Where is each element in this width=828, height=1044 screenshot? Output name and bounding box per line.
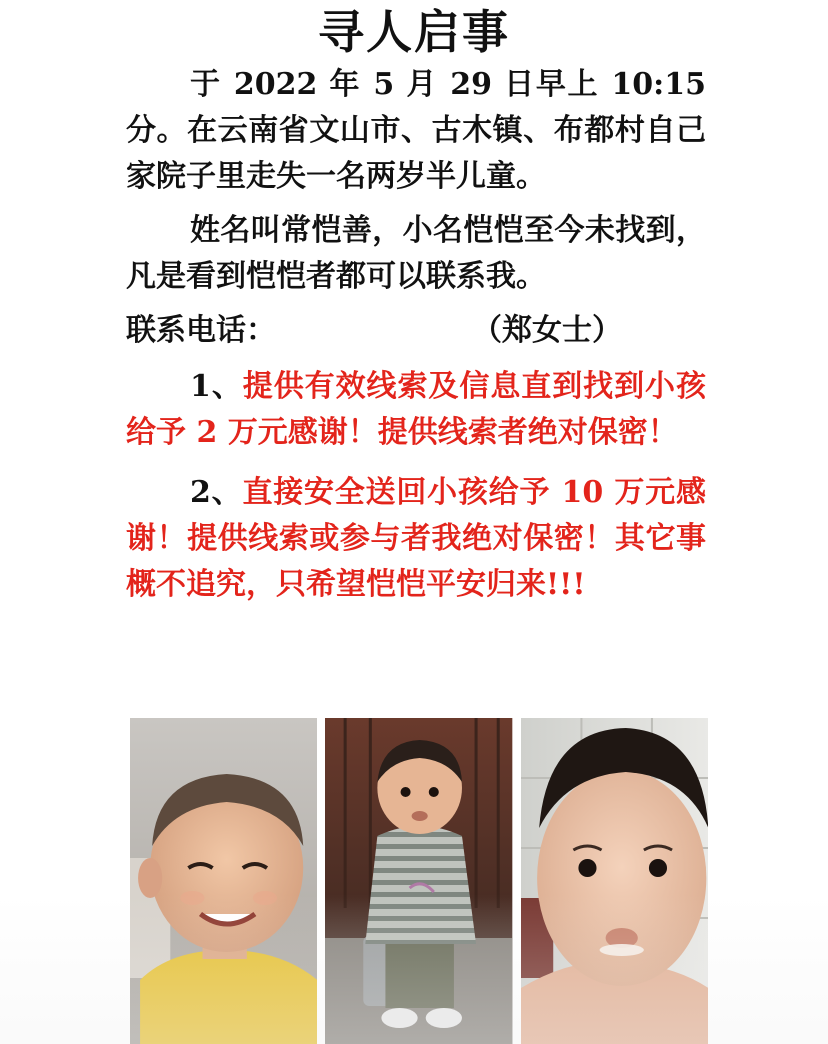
reward-item-1-number: 1、: [190, 369, 243, 404]
contact-name: （郑女士）: [472, 313, 622, 348]
child-photo-smiling: [130, 718, 317, 1044]
reward-item-2-number: 2、: [190, 475, 243, 510]
photo-closeup-image: [521, 718, 708, 1044]
reward-item-1: [126, 364, 706, 456]
reward-item-1-text: 提供有效线索及信息直到找到小孩给予 2 万元感谢！提供线索者绝对保密！: [126, 369, 706, 450]
child-photo-standing: [325, 718, 512, 1044]
child-photos: [130, 718, 708, 1044]
paragraph-child-name: 姓名叫常恺善，小名恺恺至今未找到，凡是看到恺恺者都可以联系我。: [126, 213, 706, 294]
reward-item-2-text: 直接安全送回小孩给予 10 万元感谢！提供线索或参与者我绝对保密！其它事概不追究，只希望恺恺平安归来!!!: [126, 475, 706, 602]
contact-line: [126, 308, 706, 354]
contact-label: 联系电话：: [126, 313, 276, 348]
photo-standing-image: [325, 718, 512, 1044]
notice-body: [126, 62, 706, 608]
paragraph-missing-details: 于 2022 年 5 月 29 日早上 10:15 分。在云南省文山市、古木镇、布都村自己家院子里走失一名两岁半儿童。: [126, 67, 706, 194]
notice-title: 寻人启事: [318, 5, 510, 59]
redacted-phone-number: [276, 318, 472, 346]
photo-smiling-image: [130, 718, 317, 1044]
child-photo-closeup: [521, 718, 708, 1044]
reward-item-2: [126, 470, 706, 608]
